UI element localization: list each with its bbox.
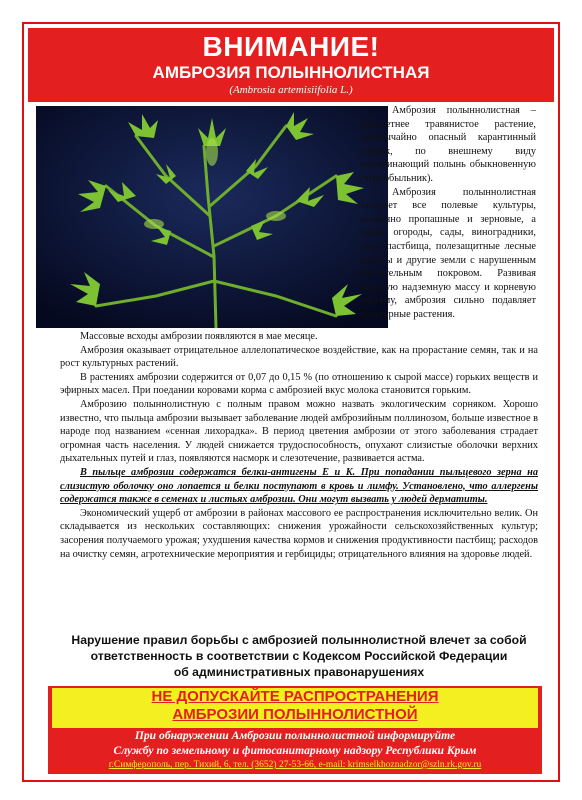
allergen-warning: В пыльце амброзии содержатся белки-антигены E и K. При попадании пыльцевого зерна на слизистую оболочку оно лопается и белки поступают в кровь и лимфу. Установлено, что аллергены содержатся также в семенах и листьях амброзии. Они могут вызвать у людей дерматиты. (60, 466, 538, 506)
poster-title: ВНИМАНИЕ! (202, 31, 380, 62)
ragweed-photo (36, 106, 388, 328)
cta-line: АМБРОЗИИ ПОЛЫННОЛИСТНОЙ (172, 706, 418, 723)
notice-line: ответственность в соответствии с Кодексом Российской Федерации (90, 649, 508, 663)
side-paragraph: Амброзия полыннолистная – однолетнее травянистое растение, чрезвычайно опасный карантинный сорняк, по внешнему виду напоминающий полынь обыкновенную (чернобыльник). (360, 105, 536, 184)
ragweed-plant-illustration (36, 106, 388, 328)
notice-line: об административных правонарушениях (173, 665, 425, 679)
notice-line: Нарушение правил борьбы с амброзией полыннолистной влечет за собой (71, 633, 527, 647)
side-paragraph: Амброзия полыннолистная засоряет все полевые культуры, особенно пропашные и зерновые, а также огороды, сады, виноградники, луга, пастбища, полезащитные лесные полосы и другие земли с нарушенным растительным покровом. Развивая мощную надземную массу и корневую систему, амброзия сильно подавляет культурные растения. (360, 186, 536, 320)
main-text (60, 330, 538, 561)
poster-subtitle: АМБРОЗИЯ ПОЛЫННОЛИСТНАЯ (152, 63, 430, 82)
body-paragraph: Амброзию полыннолистную с полным правом можно назвать экологическим сорняком. Хорошо известно, что пыльца амброзии вызывает заболевание людей амброзийным поллинозом, больше известное в народе под названием «сенная лихорадка». В период цветения амброзии от этого заболевания страдает огромная часть населения. У людей снижается трудоспособность, опухают слизистые оболочки верхних дыхательных путей и глаз, появляются насморк и слезотечение, развивается астма. (60, 398, 538, 465)
inform-line: Службу по земельному и фитосанитарному надзору Республики Крым (113, 744, 477, 757)
cta-line: НЕ ДОПУСКАЙТЕ РАСПРОСТРАНЕНИЯ (151, 688, 439, 705)
body-paragraph: В растениях амброзии содержится от 0,07 до 0,15 % (по отношению к сырой массе) горьких веществ и эфирных масел. При поедании коровами корма с амброзией вкус молока становится горьким. (60, 371, 538, 397)
inform-text (48, 728, 542, 758)
liability-notice (60, 632, 538, 680)
economic-paragraph: Экономический ущерб от амброзии в районах массового ее распространения исключительно велик. Он складывается из нескольких составляющих: снижения урожайности сельскохозяйственных культур; засорения получаемого урожая; ухудшения качества кормов и снижения продуктивности пастбищ; расходов на очистку семян, агротехнические мероприятия и гербициды; отрицательного влияния на здоровье людей. (60, 507, 538, 560)
header-banner (28, 28, 554, 102)
contact-info: г.Симферополь, пер. Тихий, 6, тел. (3652) 27-53-66, e-mail: krimselkhoznadzor@szln.rk.gov.ru (108, 760, 482, 770)
body-paragraph: Массовые всходы амброзии появляются в мае месяце. (80, 331, 318, 342)
latin-name: (Ambrosia artemisiifolia L.) (229, 84, 353, 96)
call-to-action (52, 688, 538, 728)
bottom-banner (48, 686, 542, 774)
body-paragraph: Амброзия оказывает отрицательное аллелопатическое воздействие, как на прорастание семян, так и на рост культурных растений. (60, 344, 538, 370)
side-description (360, 104, 536, 322)
inform-line: При обнаружении Амброзии полыннолистной информируйте (134, 729, 456, 742)
